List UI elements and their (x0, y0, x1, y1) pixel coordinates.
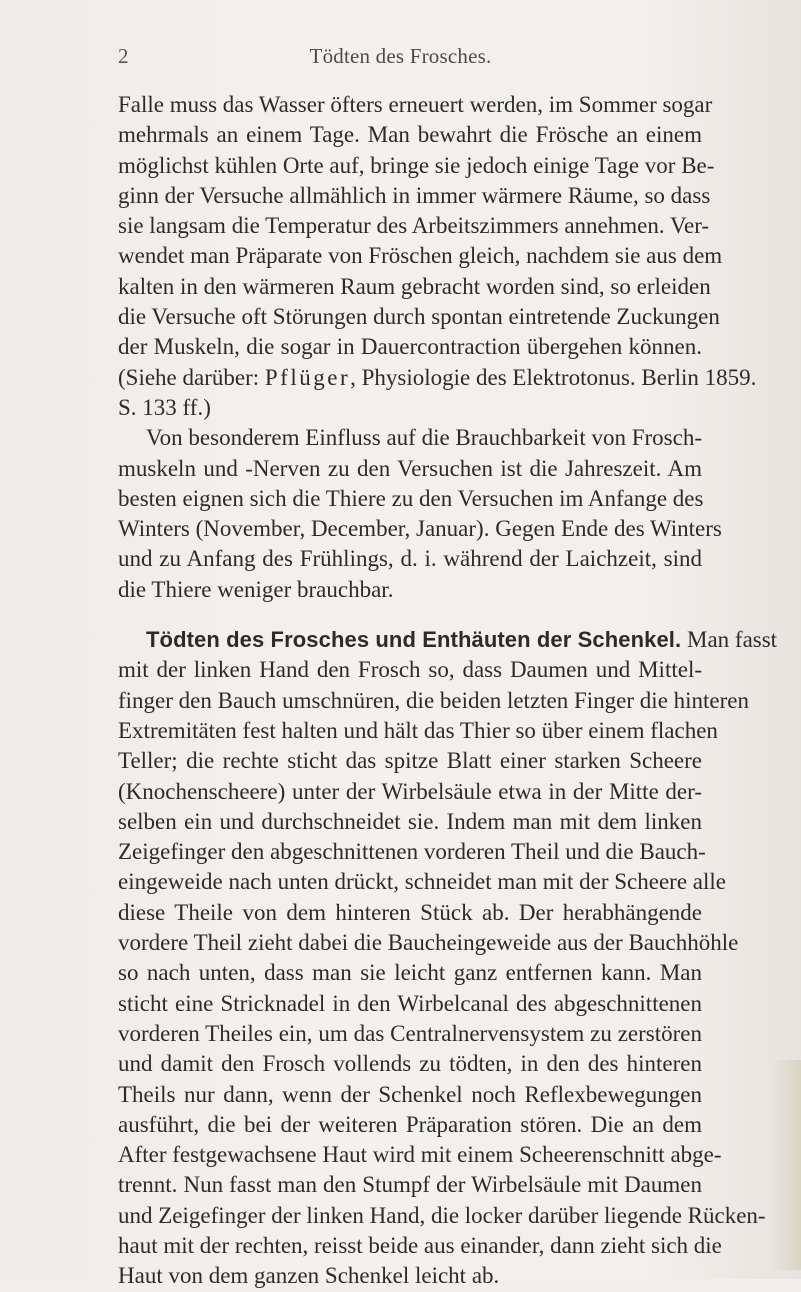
text-line: mit der linken Hand den Frosch so, dass Daumen und Mittel- (118, 657, 702, 683)
text-line: Winters (November, December, Januar). Gegen Ende des Winters (118, 516, 722, 542)
text-line: kalten in den wärmeren Raum gebracht worden sind, so erleiden (118, 273, 711, 299)
text-line: und damit den Frosch vollends zu tödten, in den des hinteren (118, 1051, 702, 1077)
text-line: und Zeigefinger der linken Hand, die locker darüber liegende Rücken- (118, 1202, 766, 1228)
body-text (118, 90, 778, 1292)
text-line: so nach unten, dass man sie leicht ganz entfernen kann. Man (118, 960, 702, 986)
text-line: vordere Theil zieht dabei die Baucheingeweide aus der Bauchhöhle (118, 930, 739, 956)
paragraph-storage (118, 90, 757, 423)
running-title: Tödten des Frosches. (309, 44, 492, 68)
text-line: trennt. Nun fasst man den Stumpf der Wirbelsäule mit Daumen (118, 1172, 702, 1198)
text-line: ausführt, die bei der weiteren Präparation stören. Die an dem (118, 1111, 702, 1137)
text-line: Haut von dem ganzen Schenkel leicht ab. (118, 1263, 500, 1289)
citation-line (118, 363, 757, 393)
text-line: eingeweide nach unten drückt, schneidet man mit der Scheere alle (118, 869, 726, 895)
text-line: haut mit der rechten, reisst beide aus einander, dann zieht sich die (118, 1232, 722, 1258)
text-line: muskeln und -Nerven zu den Versuchen ist die Jahreszeit. Am (118, 455, 702, 481)
text-line: selben ein und durchschneidet sie. Indem man mit dem linken (118, 808, 702, 834)
text-line: Teller; die rechte sticht das spitze Blatt einer starken Scheere (118, 748, 702, 774)
citation-author: Pflüger (264, 364, 351, 390)
text-line: Von besonderem Einfluss auf die Brauchbarkeit von Frosch- (146, 425, 702, 451)
section-heading-line (118, 625, 778, 655)
text-line: Extremitäten fest halten und hält das Thier so über einem flachen (118, 717, 718, 743)
section-heading: Tödten des Frosches und Enthäuten der Schenkel. (146, 627, 682, 653)
citation-suffix: , Physiologie des Elektrotonus. Berlin 1859. (350, 364, 757, 390)
text-line: Zeigefinger den abgeschnittenen vorderen Theil und die Bauch- (118, 839, 706, 865)
paragraph-killing (118, 625, 778, 1292)
text-line: Theils nur dann, wenn der Schenkel noch Reflexbewegungen (118, 1081, 702, 1107)
text-line: diese Theile von dem hinteren Stück ab. Der herabhängende (118, 899, 702, 925)
text-line: Falle muss das Wasser öfters erneuert werden, im Sommer sogar (118, 92, 713, 117)
text-line: mehrmals an einem Tage. Man bewahrt die Frösche an einem (118, 122, 702, 148)
text-line: möglichst kühlen Orte auf, bringe sie jedoch einige Tage vor Be- (118, 152, 715, 178)
text-line: und zu Anfang des Frühlings, d. i. während der Laichzeit, sind (118, 546, 702, 572)
page-header (0, 44, 801, 72)
text-line: sie langsam die Temperatur des Arbeitszimmers annehmen. Ver- (118, 213, 710, 239)
text-line: finger den Bauch umschnüren, die beiden letzten Finger die hinteren (118, 687, 750, 713)
section-gap (118, 605, 702, 625)
text-line: besten eignen sich die Thiere zu den Versuchen im Anfange des (118, 485, 704, 511)
text-line: S. 133 ff.) (118, 394, 211, 420)
text-line: ginn der Versuche allmählich in immer wärmere Räume, so dass (118, 182, 711, 208)
text-line: sticht eine Stricknadel in den Wirbelcanal des abgeschnittenen (118, 990, 702, 1016)
text-line: After festgewachsene Haut wird mit einem Scheerenschnitt abge- (118, 1142, 722, 1168)
text-line: die Versuche oft Störungen durch spontan eintretende Zuckungen (118, 304, 720, 330)
text-line: die Thiere weniger brauchbar. (118, 576, 394, 602)
page-edge-stain (771, 1060, 801, 1270)
paragraph-season (118, 423, 722, 605)
text-line: (Knochenscheere) unter der Wirbelsäule etwa in der Mitte der- (118, 778, 702, 804)
citation-prefix: (Siehe darüber: (118, 364, 265, 390)
text-line: vorderen Theiles ein, um das Centralnervensystem zu zerstören (118, 1020, 702, 1046)
heading-continuation: Man fasst (681, 627, 778, 653)
page-number: 2 (118, 44, 129, 68)
text-line: der Muskeln, die sogar in Dauercontraction übergehen können. (118, 334, 702, 360)
text-line: wendet man Präparate von Fröschen gleich, nachdem sie aus dem (118, 243, 723, 269)
